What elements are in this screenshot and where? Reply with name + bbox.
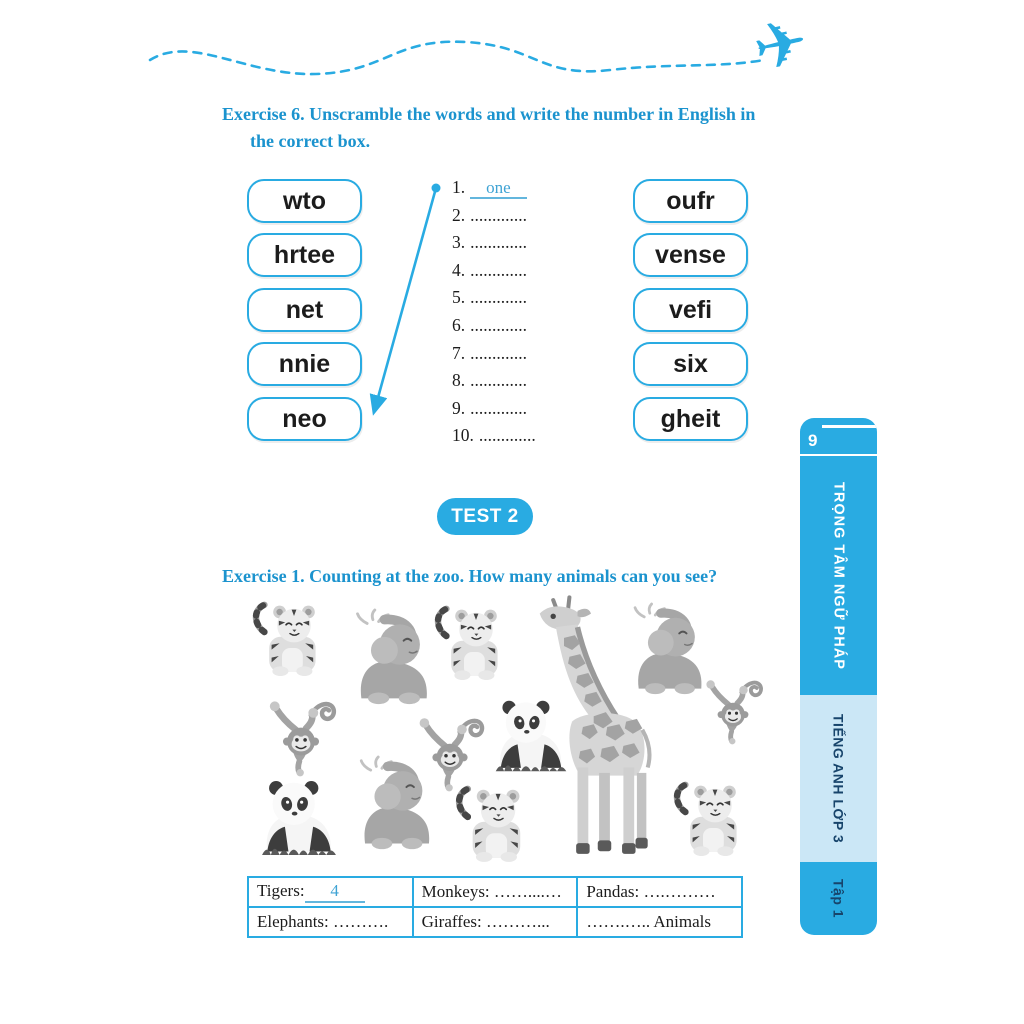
word-box-vefi[interactable] [633, 288, 748, 332]
giraffes-label: Giraffes: ………... [421, 912, 550, 931]
book-title: TIẾNG ANH LỚP 3 [830, 713, 847, 844]
answer-slot-2[interactable] [452, 202, 536, 230]
tiger-illustration [677, 785, 737, 856]
item-number: 6. [452, 314, 466, 335]
word-label: vense [655, 240, 726, 269]
item-number: 8. [452, 370, 466, 391]
answer-slot-7[interactable] [452, 340, 536, 368]
exercise1-title: Exercise 1. Counting at the zoo. How many animals can you see? [222, 566, 718, 586]
tiger-illustration [459, 789, 520, 862]
tigers-answer: 4 [305, 881, 365, 903]
dotted-line: ............. [470, 232, 527, 253]
tigers-label: Tigers: [257, 881, 305, 900]
panda-illustration [496, 701, 567, 772]
answer-slot-6[interactable] [452, 312, 536, 340]
item-number: 3. [452, 232, 466, 253]
word-box-gheit[interactable] [633, 397, 748, 441]
airplane-icon: ✈ [746, 4, 815, 88]
elephant-illustration [358, 610, 427, 704]
dotted-line: ............. [470, 259, 527, 280]
answer-slot-5[interactable] [452, 284, 536, 312]
word-label: oufr [666, 186, 715, 215]
word-label: neo [282, 404, 327, 433]
word-label: wto [282, 186, 327, 215]
item-number: 5. [452, 287, 466, 308]
word-label: six [673, 349, 708, 378]
answer-list [452, 174, 536, 450]
pandas-label: Pandas: ….……… [586, 882, 716, 901]
giraffe-illustration [540, 597, 650, 854]
elephants-cell[interactable] [248, 907, 413, 937]
item-number: 10. [452, 425, 474, 446]
word-label: vefi [668, 295, 713, 324]
monkeys-label: Monkeys: ……....… [421, 882, 562, 901]
dotted-line: ............. [470, 204, 527, 225]
total-dots: …….….. [586, 912, 651, 931]
giraffes-cell[interactable] [413, 907, 578, 937]
answer-slot-8[interactable] [452, 367, 536, 395]
side-tab-series-section [800, 418, 877, 695]
item-number: 2. [452, 204, 466, 225]
answer-slot-1[interactable] [452, 174, 536, 202]
dotted-line: ............. [478, 425, 536, 446]
monkey-illustration [420, 718, 482, 791]
item-number: 4. [452, 259, 466, 280]
exercise6-title [222, 101, 822, 155]
tigers-cell[interactable] [248, 877, 413, 907]
monkey-illustration [270, 701, 334, 776]
word-label: net [285, 295, 324, 324]
answer-slot-10[interactable] [452, 422, 536, 450]
table-row [248, 877, 742, 907]
tiger-illustration [256, 605, 316, 676]
table-row [248, 907, 742, 937]
page-number: 9 [808, 430, 818, 450]
monkey-illustration [706, 680, 761, 744]
animals-label: Animals [650, 912, 711, 931]
answer-text: one [470, 178, 527, 199]
elephants-label: Elephants: ………. [257, 912, 389, 931]
answer-slot-4[interactable] [452, 257, 536, 285]
word-box-vense[interactable] [633, 233, 748, 277]
count-table [247, 876, 743, 938]
test2-badge: TEST 2 [437, 498, 533, 535]
dotted-line: ............. [470, 397, 527, 418]
panda-illustration [262, 781, 336, 855]
item-number: 9. [452, 397, 466, 418]
page-number-header [800, 418, 877, 456]
elephant-illustration [635, 604, 701, 694]
word-box-six[interactable] [633, 342, 748, 386]
elephant-illustration [361, 757, 429, 849]
item-number: 7. [452, 342, 466, 363]
exercise6-title-line1: Exercise 6. Unscramble the words and write the number in English in [222, 104, 756, 124]
match-line [340, 170, 460, 428]
dotted-line: ............. [470, 314, 527, 335]
monkeys-cell[interactable] [413, 877, 578, 907]
answer-slot-3[interactable] [452, 229, 536, 257]
item-number: 1. [452, 177, 466, 197]
dotted-line: ............. [470, 342, 527, 363]
side-tab[interactable] [800, 418, 877, 935]
volume-label: Tập 1 [830, 878, 847, 919]
total-animals-cell[interactable] [577, 907, 742, 937]
dashed-flightpath [142, 24, 782, 102]
dotted-line: ............. [470, 287, 527, 308]
side-tab-volume-section [800, 862, 877, 935]
answer-slot-9[interactable] [452, 395, 536, 423]
word-label: nnie [278, 349, 331, 378]
exercise6-title-line2: the correct box. [250, 131, 371, 151]
side-tab-book-section [800, 695, 877, 862]
pandas-cell[interactable] [577, 877, 742, 907]
tiger-illustration [438, 609, 498, 680]
word-label: hrtee [273, 240, 336, 269]
zoo-scene [228, 592, 773, 870]
series-title: TRỌNG TÂM NGỮ PHÁP [830, 481, 847, 670]
word-box-oufr[interactable] [633, 179, 748, 223]
dotted-line: ............. [470, 370, 527, 391]
word-label: gheit [660, 404, 721, 433]
